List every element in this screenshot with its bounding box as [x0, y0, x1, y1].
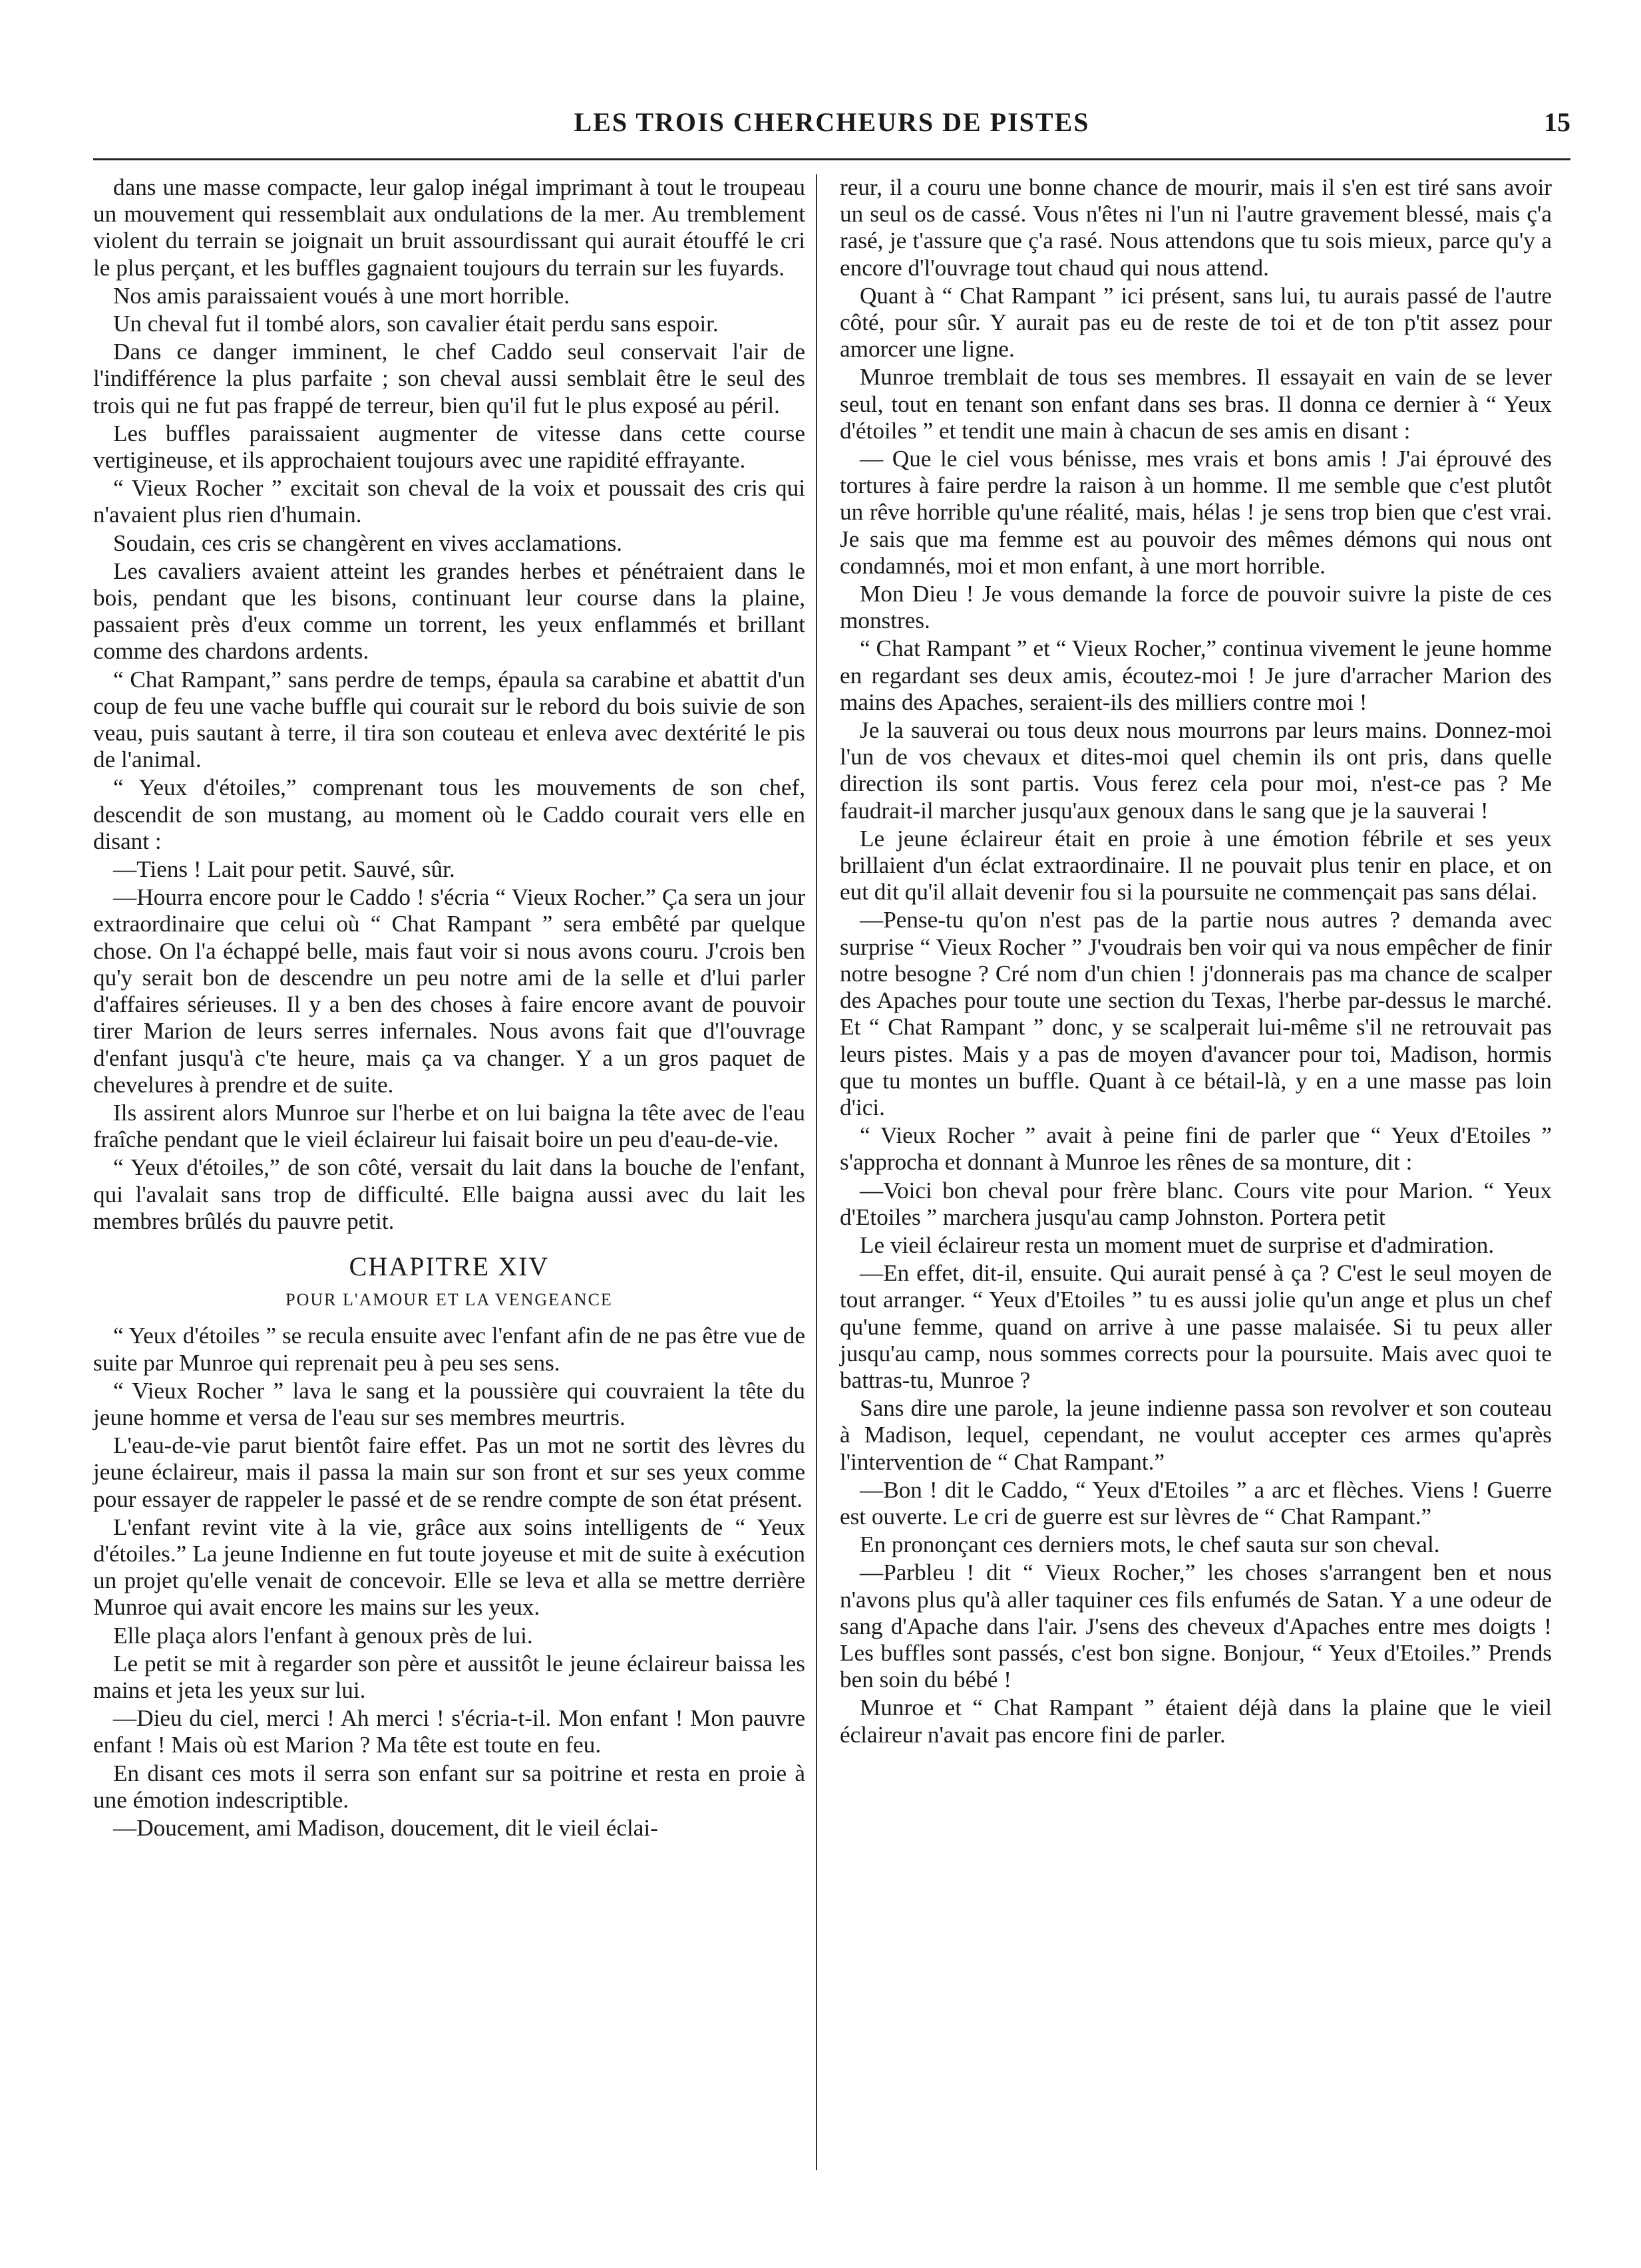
paragraph: “ Vieux Rocher ” lava le sang et la poussière qui couvraient la tête du jeune homme et versa de l'eau sur ses membres meurtris. — [93, 1377, 805, 1430]
paragraph: —Dieu du ciel, merci ! Ah merci ! s'écria-t-il. Mon enfant ! Mon pauvre enfant ! Mais où est Marion ? Ma tête est toute en feu. — [93, 1705, 805, 1758]
left-column — [93, 174, 805, 1843]
header-rule — [93, 158, 1570, 160]
paragraph: “ Chat Rampant ” et “ Vieux Rocher,” continua vivement le jeune homme en regardant ses deux amis, écoutez-moi ! Je jure d'arracher Marion des mains des Apaches, seraient-ils des milliers contre moi ! — [840, 635, 1552, 715]
paragraph: Ils assirent alors Munroe sur l'herbe et on lui baigna la tête avec de l'eau fraîche pendant que le vieil éclaireur lui faisait boire un peu d'eau-de-vie. — [93, 1099, 805, 1153]
paragraph: —En effet, dit-il, ensuite. Qui aurait pensé à ça ? C'est le seul moyen de tout arranger. “ Yeux d'Etoiles ” tu es aussi jolie qu'un ange et plus un chef qu'une femme, quand on arrive à une passe malaisée. Si tu peux aller jusqu'au camp, nous sommes corrects pour la poursuite. Mais avec quoi te battras-tu, Munroe ? — [840, 1260, 1552, 1393]
running-title: LES TROIS CHERCHEURS DE PISTES — [574, 107, 1090, 137]
paragraph: En prononçant ces derniers mots, le chef sauta sur son cheval. — [860, 1532, 1440, 1558]
paragraph: —Pense-tu qu'on n'est pas de la partie nous autres ? demanda avec surprise “ Vieux Rocher ” J'voudrais ben voir qui va nous empêcher de finir notre besogne ? Cré nom d'un chien ! j'donnerais pas ma chance de scalper des Apaches pour toute une section du Texas, l'herbe par-dessus le marché. Et “ Chat Rampant ” donc, y se scalperait lui-même s'il ne retrouvait pas leurs pistes. Mais y a pas de moyen d'avancer pour toi, Madison, hormis que tu montes un buffle. Quant à ce bétail-là, y en a une masse pas loin d'ici. — [840, 907, 1552, 1120]
paragraph: “ Yeux d'étoiles ” se recula ensuite avec l'enfant afin de ne pas être vue de suite par Munroe qui reprenait peu à peu ses sens. — [93, 1323, 805, 1376]
paragraph: Les cavaliers avaient atteint les grandes herbes et pénétraient dans le bois, pendant que les bisons, continuant leur course dans la plaine, passaient près d'eux comme un torrent, les yeux enflammés et brillant comme des chardons ardents. — [93, 558, 805, 665]
paragraph: L'enfant revint vite à la vie, grâce aux soins intelligents de “ Yeux d'étoiles.” La jeune Indienne en fut toute joyeuse et mit de suite à exécution un projet qu'elle venait de concevoir. Elle se leva et alla se mettre derrière Munroe qui avait encore les mains sur les yeux. — [93, 1514, 805, 1621]
paragraph: —Bon ! dit le Caddo, “ Yeux d'Etoiles ” a arc et flèches. Viens ! Guerre est ouverte. Le cri de guerre est sur lèvres de “ Chat Rampant.” — [840, 1476, 1552, 1530]
paragraph: Dans ce danger imminent, le chef Caddo seul conservait l'air de l'indifférence la plus parfaite ; son cheval aussi semblait être le seul des trois qui ne fut pas frappé de terreur, bien qu'il fut le plus exposé au péril. — [93, 339, 805, 418]
paragraph: Le vieil éclaireur resta un moment muet de surprise et d'admiration. — [860, 1231, 1495, 1258]
paragraph: Mon Dieu ! Je vous demande la force de pouvoir suivre la piste de ces monstres. — [840, 581, 1552, 634]
paragraph: “ Chat Rampant,” sans perdre de temps, épaula sa carabine et abattit d'un coup de feu une vache buffle qui courait sur le rebord du bois suivie de son veau, puis sautant à terre, il tira son couteau et enleva avec dextérité le pis de l'animal. — [93, 666, 805, 773]
paragraph: — Que le ciel vous bénisse, mes vrais et bons amis ! J'ai éprouvé des tortures à faire perdre la raison à un homme. Il me semble que c'est plutôt un rêve horrible qu'une réalité, mais, hélas ! je sens trop bien que c'est vrai. Je sais que ma femme est au pouvoir des mêmes démons qui nous ont condamnés, moi et mon enfant, à une mort horrible. — [840, 446, 1552, 579]
paragraph: reur, il a couru une bonne chance de mourir, mais il s'en est tiré sans avoir un seul os de cassé. Vous n'êtes ni l'un ni l'autre gravement blessé, mais ç'a rasé, je t'assure que ç'a rasé. Nous attendons que tu sois mieux, parce qu'y a encore d'l'ouvrage tout chaud qui nous attend. — [840, 174, 1552, 281]
column-divider — [816, 174, 817, 2170]
paragraph: “ Yeux d'étoiles,” de son côté, versait du lait dans la bouche de l'enfant, qui l'avalait sans trop de difficulté. Elle baigna aussi avec du lait les membres brûlés du pauvre petit. — [93, 1154, 805, 1234]
paragraph: Sans dire une parole, la jeune indienne passa son revolver et son couteau à Madison, lequel, cependant, ne voulut accepter ces armes qu'après l'intervention de “ Chat Rampant.” — [840, 1395, 1552, 1475]
paragraph: Le jeune éclaireur était en proie à une émotion fébrile et ses yeux brillaient d'un éclat extraordinaire. Il ne pouvait plus tenir en place, et on eut dit qu'il allait devenir fou si la poursuite ne commençait pas sans délai. — [840, 825, 1552, 905]
paragraph: Le petit se mit à regarder son père et aussitôt le jeune éclaireur baissa les mains et jeta les yeux sur lui. — [93, 1650, 805, 1703]
paragraph: —Tiens ! Lait pour petit. Sauvé, sûr. — [113, 856, 455, 883]
right-column — [840, 174, 1552, 1750]
paragraph: dans une masse compacte, leur galop inégal imprimant à tout le troupeau un mouvement qui ressemblait aux ondulations de la mer. Au tremblement violent du terrain se joignait un bruit assourdissant qui aurait étouffé le cri le plus perçant, et les buffles gagnaient toujours du terrain sur les fuyards. — [93, 174, 805, 281]
paragraph: —Parbleu ! dit “ Vieux Rocher,” les choses s'arrangent ben et nous n'avons plus qu'à aller taquiner ces fils enfumés de Satan. Y a une odeur de sang d'Apache dans l'air. J'sens des cheveux d'Apaches entre mes doigts ! Les buffles sont passés, c'est bon signe. Bonjour, “ Yeux d'Etoiles.” Prends ben soin du bébé ! — [840, 1559, 1552, 1693]
paragraph: Les buffles paraissaient augmenter de vitesse dans cette course vertigineuse, et ils approchaient toujours avec une rapidité effrayante. — [93, 420, 805, 474]
paragraph: Munroe tremblait de tous ses membres. Il essayait en vain de se lever seul, tout en tenant son enfant dans ses bras. Il donna ce dernier à “ Yeux d'étoiles ” et tendit une main à chacun de ses amis en disant : — [840, 364, 1552, 444]
paragraph: “ Yeux d'étoiles,” comprenant tous les mouvements de son chef, descendit de son mustang, au moment où le Caddo courait vers elle en disant : — [93, 774, 805, 854]
paragraph: —Hourra encore pour le Caddo ! s'écria “ Vieux Rocher.” Ça sera un jour extraordinaire que celui où “ Chat Rampant ” sera embêté par quelque chose. On l'a échappé belle, mais faut voir si nous avons couru. J'crois ben qu'y serait bon de descendre un peu notre ami de la selle et d'lui parler d'affaires sérieuses. Il y a ben des choses à faire encore avant de pouvoir tirer Marion de leurs serres infernales. Nous avons fait que d'l'ouvrage d'enfant jusqu'à c'te heure, mais ça va changer. Y a un gros paquet de chevelures à prendre et de suite. — [93, 884, 805, 1098]
paragraph: Nos amis paraissaient voués à une mort horrible. — [113, 282, 570, 309]
paragraph: —Voici bon cheval pour frère blanc. Cours vite pour Marion. “ Yeux d'Etoiles ” marchera jusqu'au camp Johnston. Portera petit — [840, 1177, 1552, 1230]
page-header — [93, 106, 1570, 146]
paragraph: “ Vieux Rocher ” excitait son cheval de la voix et poussait des cris qui n'avaient plus rien d'humain. — [93, 475, 805, 528]
paragraph: “ Vieux Rocher ” avait à peine fini de parler que “ Yeux d'Etoiles ” s'approcha et donnant à Munroe les rênes de sa monture, dit : — [840, 1122, 1552, 1176]
chapter-subtitle: POUR L'AMOUR ET LA VENGEANCE — [285, 1290, 613, 1310]
page-number: 15 — [1544, 107, 1570, 137]
paragraph: Un cheval fut il tombé alors, son cavalier était perdu sans espoir. — [113, 311, 719, 337]
paragraph: —Doucement, ami Madison, doucement, dit le vieil éclai- — [113, 1814, 658, 1841]
paragraph: L'eau-de-vie parut bientôt faire effet. Pas un mot ne sortit des lèvres du jeune éclaireur, mais il passa la main sur son front et sur ses yeux comme pour essayer de rappeler le passé et de se rendre compte de son état présent. — [93, 1432, 805, 1512]
paragraph: Soudain, ces cris se changèrent en vives acclamations. — [113, 530, 623, 556]
paragraph: En disant ces mots il serra son enfant sur sa poitrine et resta en proie à une émotion indescriptible. — [93, 1760, 805, 1813]
paragraph: Munroe et “ Chat Rampant ” étaient déjà dans la plaine que le vieil éclaireur n'avait pas encore fini de parler. — [840, 1695, 1552, 1748]
paragraph: Elle plaça alors l'enfant à genoux près de lui. — [113, 1622, 533, 1649]
paragraph: Je la sauverai ou tous deux nous mourrons par leurs mains. Donnez-moi l'un de vos chevaux et dites-moi quel chemin ils ont pris, dans quelle direction ils sont partis. Vous ferez cela pour moi, n'est-ce pas ? Me faudrait-il marcher jusqu'aux genoux dans le sang que je la sauverai ! — [840, 717, 1552, 824]
paragraph: Quant à “ Chat Rampant ” ici présent, sans lui, tu aurais passé de l'autre côté, pour sûr. Y aurait pas eu de reste de toi et de ton p'tit assez pour amorcer une ligne. — [840, 282, 1552, 363]
chapter-title: CHAPITRE XIV — [349, 1251, 550, 1281]
